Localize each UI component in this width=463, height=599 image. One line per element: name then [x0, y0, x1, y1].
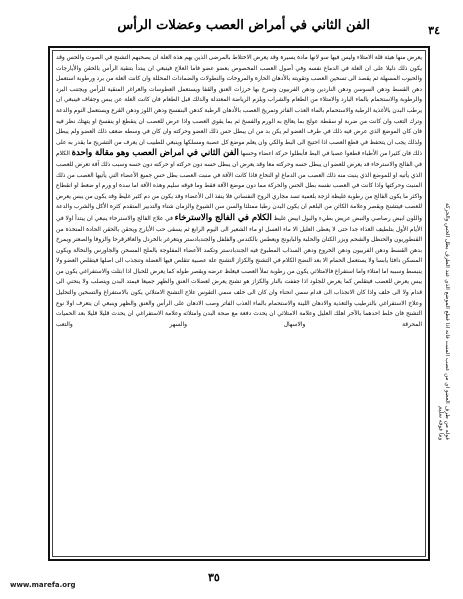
- paragraph: علاج التشنج الامتلائي يكون بالاستفراغ والتسخين والتحليل وعلاج الاستفراغي بالترطيب والتغذية والادهان اللينة والاستحمام بالماء العذب الفاتر وصب الادهان على الرأس والعنق والظهر وينبغي ان يتعرف اولا نوع التشنج فان خلط احدهما بالآخر اهلك العليل وعلامة الامتلائي ان يحدث دفعة مع صحة البدن وامتلائه وعلامة الاستفراغي ان يحدث قليلا قليلا بعد الحميات المحرقة والاسهال والسهر والتعب: [56, 290, 422, 328]
- margin-note: [430, 200, 456, 440]
- page-header: [40, 10, 440, 46]
- paragraph: في علاج الفالج والاسترخاء ينبغي ان يبتدأ اولا في الأيام الأول بتلطيف الغذاء جدا حتى لا يعطى العليل الا ماء العسل او ماء الشعير الى اليوم الرابع ثم يسقى حب الأيارج ويحقن بالحقن الحادة المتخذة من القنطوريون والحنظل والشحم وبزر الكتان والحلبة والبابونج ويعطس بالكندس والفلفل والجندبادستر ويتغرغر بالخردل والعاقرقرحا والزوفا والصعتر ويمرخ بدهن القسط ودهن الفربيون ودهن الخروع ودهن السذاب المطبوخ فيه الجندبادستر وتكمد الأعضاء المفلوجة بالملح المسخن والجاورس والنخالة ويكون المسكن دافئا يابسا ولا يستعمل الحمام الا بعد النضج: [56, 215, 422, 265]
- source-watermark: www.marefa.org: [10, 581, 76, 589]
- body-text: [56, 53, 422, 555]
- header-page-number: ٣٤: [428, 24, 440, 37]
- paragraph: الكلام في الفالج والاسترخاء قد يعرض للعضو ان يبطل حسه وحركته معا وقد يعرض ان يبطل حسه دون حركته او حركته دون حسه وسبب ذلك آفة تعرض للعصب الذي يأتيه او للموضع الذي ينبت منه ذلك العصب من الدماغ او النخاع فاذا كانت الآفة في منبت العصب بطل حس جميع الأعضاء التي يأتيها العصب من ذلك المنبت وحركتها واذا كانت في العصب نفسه بطل الحس والحركة مما دون موضع الآفة فقط وما فوقه سليم وهذه الآفة اما سدة او ورم او ضغط او انقطاع واكثر ما يكون الفالج من رطوبة غليظة لزجة بلغمية تسد مجاري الروح النفساني فلا ينفذ الى الأعضاء وقد يكون من دم كثير غليظ وقد يكون من يبس يعرض للعصب فيتشنج ويقصر وعلامة الكائن من البلغم ان يكون البدن رطبا ممتلئا والسن سن الشيوخ والزمان شتاء والتدبير المتقدم كثرة الأكل والشرب والدعة واللون ابيض رصاصي والنبض عريض بطيء والبول ابيض غليظ: [56, 151, 422, 222]
- paragraph: يعرض منها هيئة قلة الامتلاء وليس فيها سو لانها مادة يسيرة وقد يعرض الاختلاط بالمرضى الذين بهم هذه العلة ان يصحبهم التشنج في الصوت والحس وقد يكون ذلك دليلا على ان العلة في الدماغ نفسه وفي أصول العصب المخصوص بعضو عضو فاما العلاج فينبغي ان يبتدأ بتنقية الرأس بالحقن والأيارجات والحبوب المسهلة ثم يقصد الى تسخين العصب وتقويته بالأدهان الحارة والمروخات والنطولات والضمادات المحللة وان كانت العلة من برد ورطوبة استعمل دهن القسط ودهن السوسن ودهن الناردين ودهن الفربيون وتمرخ بها خرزات العنق والقفا ويستعمل العطوسات والغراغر المنقية للرأس ويجتنب البرد والرطوبة والاستحمام بالماء البارد والامتلاء من الطعام والشراب ويلزم الرياضة المعتدلة والدلك قبل الطعام فان كانت العلة عن يبس وجفاف فينبغي ان يرطب البدن بالأغذية الرطبة والاستحمام بالماء العذب الفاتر وتمريخ العصب بالأدهان الرطبة كدهن البنفسج ودهن اللوز ودهن القرع ويستعمل النوم والدعة وترك التعب وان كانت من ضربة او سقطة عولج بما يعالج به الورم والفسخ ثم بما يقوي العصب: [56, 55, 422, 125]
- text-frame: [48, 46, 430, 561]
- footer-page-number: ٣٥: [208, 571, 220, 584]
- paragraph: الكلام في التشنج والكزاز التشنج علة عصبية تتقلص فيها العضلة وتنجذب الى اصلها فيتقلص العضو ولا ينبسط وسببه اما امتلاء واما استفراغ فالامتلائي يكون من رطوبة تملأ العصب فيغلظ عرضه ويقصر طوله كما يعرض للحبال اذا ابتلت والاستفراغي يكون من يبس يعرض للعصب فيتقلص كما يعرض للجلود اذا جففت بالنار والكزاز هو تشنج يعرض لعضلات العنق والظهر جميعا فيمتد البدن ويتصلب ولا ينحني الى قدام ولا الى خلف واذا كان الانجذاب الى قدام سمي انحناء وان كان الى خلف سمي التقوس: [56, 258, 422, 297]
- running-title: الفن الثاني في أمراض العصب وعضلات الرأس: [117, 18, 370, 33]
- paragraph: واذا عرض للعصب ان ينقطع او ينفسخ او يتهتك نظر فيه فان كان الموضع الذي عرض فيه ذلك في طرف العضو لم يكن بد من ان يبطل حس ذلك العضو وحركته وان كان في وسطه ضعف ذلك العضو ولم يبطل ولذلك يجب ان يتحفظ في قطع العصب اذا احتيج الى البط والكي وان يعلم موضع كل عصبة ومسلكها وينبغي للطبيب ان يعرف من التشريح ما يقدر به على ذلك فان كثيرا من الأطباء قطعوا عصبا في البط فأبطلوا حركة اعضاء وحسها: [56, 118, 422, 158]
- margin-note-text: قوله من طرف العضو اي من عصب المنبت فانه اذا قطع الموضع الذي عند الطرف بطل الحس والحركة وما فوقه سليم: [437, 203, 450, 440]
- subheading: الكلام في الفالج والاسترخاء: [174, 212, 272, 223]
- section-heading: الفن الثاني في امراض العصب وهو مقالة واحدة: [71, 148, 239, 159]
